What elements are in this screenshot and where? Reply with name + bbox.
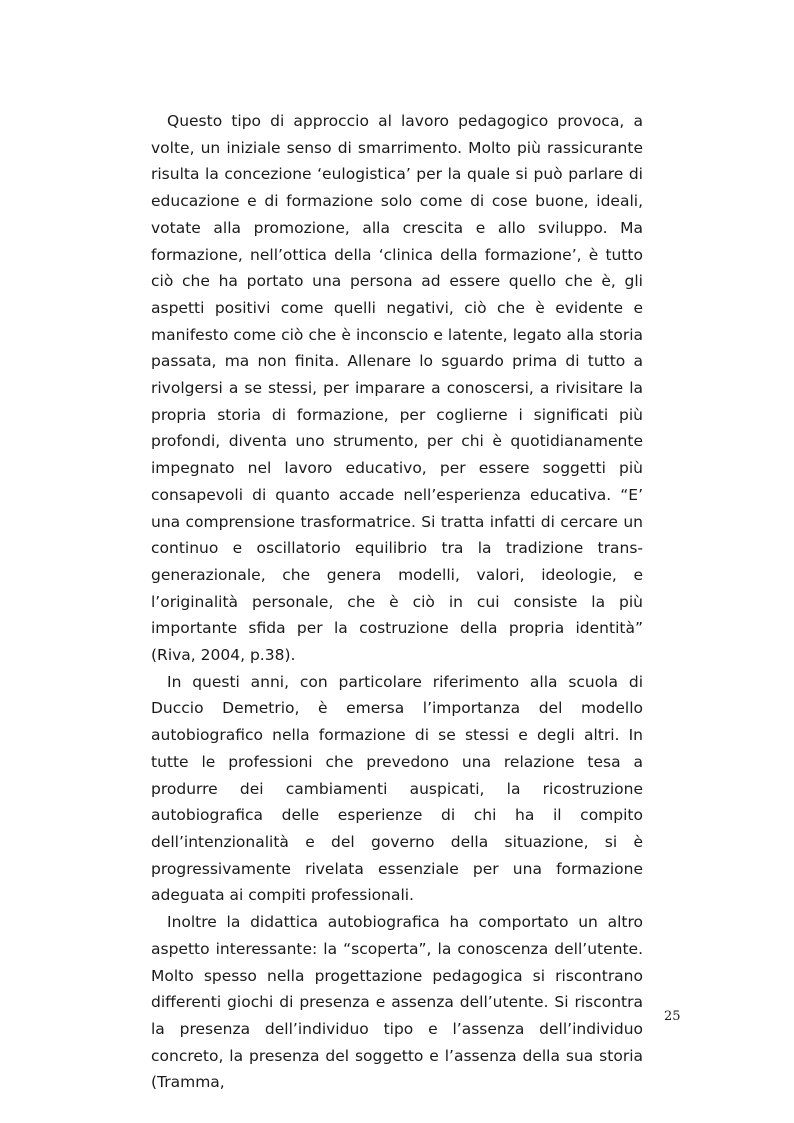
paragraph-1: Questo tipo di approccio al lavoro pedagogico provoca, a volte, un iniziale senso di smarrimento. Molto più rassicurante risulta la concezione ‘eulogistica’ per la quale si può parlare di educazione e di formazione solo come di cose buone, ideali, votate alla promozione, alla crescita e allo sviluppo. Ma formazione, nell’ottica della ‘clinica della formazione’, è tutto ciò che ha portato una persona ad essere quello che è, gli aspetti positivi come quelli negativi, ciò che è evidente e manifesto come ciò che è inconscio e latente, legato alla storia passata, ma non finita. Allenare lo sguardo prima di tutto a rivolgersi a se stessi, per imparare a conoscersi, a rivisitare la propria storia di formazione, per coglierne i significati più profondi, diventa uno strumento, per chi è quotidianamente impegnato nel lavoro educativo, per essere soggetti più consapevoli di quanto accade nell’esperienza educativa. “E’ una comprensione trasformatrice. Si tratta infatti di cercare un continuo e oscillatorio equilibrio tra la tradizione trans-generazionale, che genera modelli, valori, ideologie, e l’originalità personale, che è ciò in cui consiste la più importante sfida per la costruzione della propria identità” (Riva, 2004, p.38). — [151, 112, 643, 665]
paragraph-3: Inoltre la didattica autobiografica ha comportato un altro aspetto interessante: la “scoperta”, la conoscenza dell’utente. Molto spesso nella progettazione pedagogica si riscontrano differenti giochi di presenza e assenza dell’utente. Si riscontra la presenza dell’individuo tipo e l’assenza dell’individuo concreto, la presenza del soggetto e l’assenza della sua storia (Tramma, — [151, 913, 643, 1092]
page-body — [151, 108, 643, 1096]
paragraph-2: In questi anni, con particolare riferimento alla scuola di Duccio Demetrio, è emersa l’importanza del modello autobiografico nella formazione di se stessi e degli altri. In tutte le professioni che prevedono una relazione tesa a produrre dei cambiamenti auspicati, la ricostruzione autobiografica delle esperienze di chi ha il compito dell’intenzionalità e del governo della situazione, si è progressivamente rivelata essenziale per una formazione adeguata ai compiti professionali. — [151, 672, 643, 905]
page-number: 25 — [664, 1009, 681, 1024]
